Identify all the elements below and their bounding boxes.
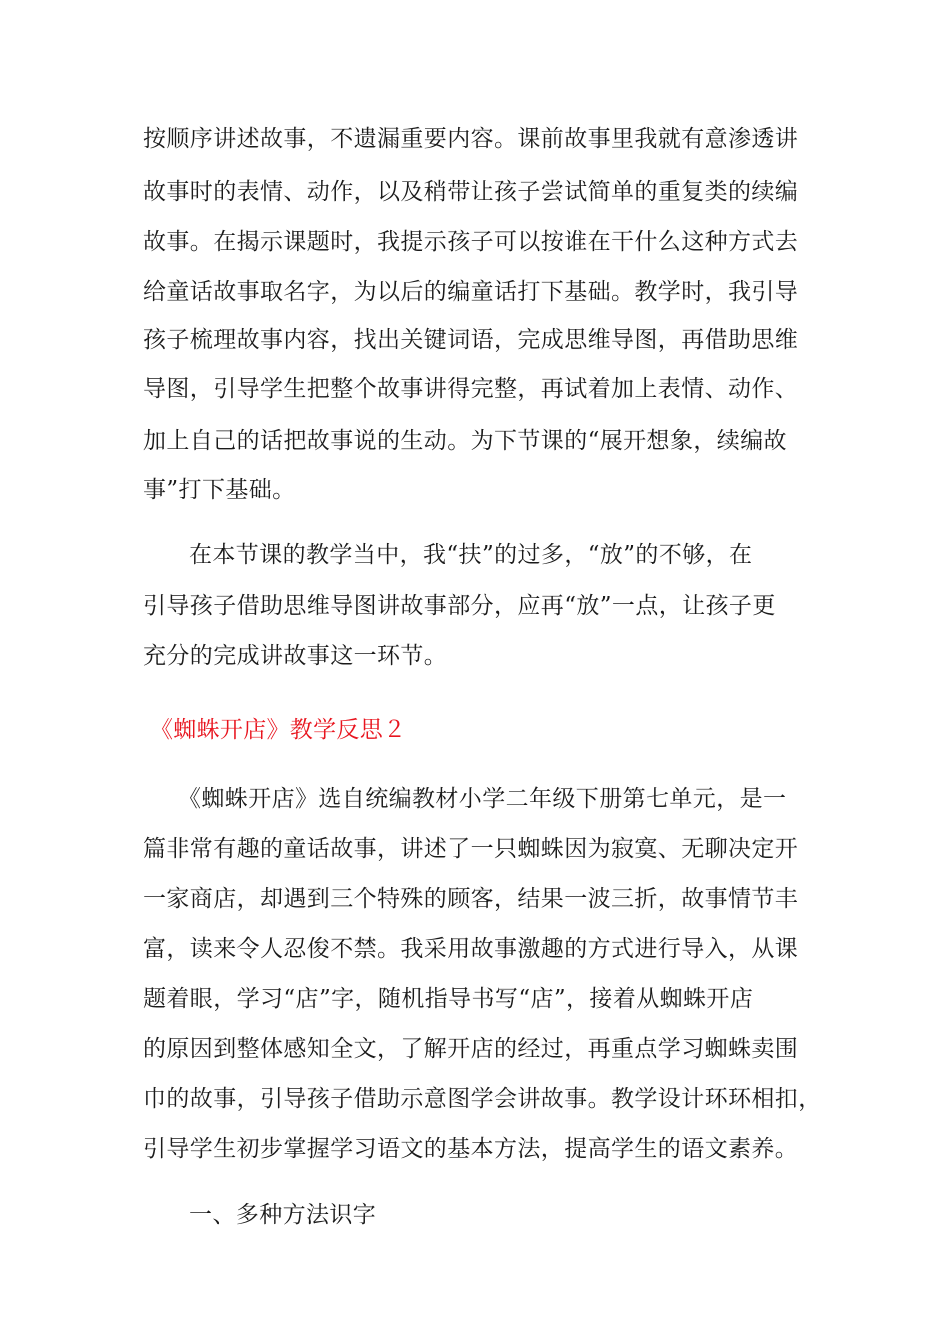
paragraph-line: 按顺序讲述故事，不遗漏重要内容。课前故事里我就有意渗透讲: [143, 126, 799, 152]
paragraph-line: 富，读来令人忍俊不禁。我采用故事激趣的方式进行导入，从课: [143, 936, 799, 962]
paragraph-line: 给童话故事取名字，为以后的编童话打下基础。教学时，我引导: [143, 279, 799, 305]
paragraph-line: 的原因到整体感知全文，了解开店的经过，再重点学习蜘蛛卖围: [143, 1036, 799, 1062]
paragraph-line: 在本节课的教学当中，我“扶”的过多，“放”的不够，在: [189, 542, 753, 568]
paragraph-line: 一家商店，却遇到三个特殊的顾客，结果一波三折，故事情节丰: [143, 886, 799, 912]
paragraph-line: 题着眼，学习“店”字，随机指导书写“店”，接着从蜘蛛开店: [143, 986, 754, 1012]
section-heading: 《蜘蛛开店》教学反思２: [150, 717, 407, 743]
paragraph-line: 导图，引导学生把整个故事讲得完整，再试着加上表情、动作、: [143, 376, 799, 402]
paragraph-line: 充分的完成讲故事这一环节。: [143, 643, 448, 669]
paragraph-line: 加上自己的话把故事说的生动。为下节课的“展开想象，续编故: [143, 428, 787, 454]
paragraph-line: 孩子梳理故事内容，找出关键词语，完成思维导图，再借助思维: [143, 327, 799, 353]
paragraph-line: 《蜘蛛开店》选自统编教材小学二年级下册第七单元，是一: [178, 786, 787, 812]
paragraph-line: 引导孩子借助思维导图讲故事部分，应再“放”一点，让孩子更: [143, 593, 776, 619]
subheading: 一、多种方法识字: [189, 1202, 377, 1228]
paragraph-line: 故事。在揭示课题时，我提示孩子可以按谁在干什么这种方式去: [143, 229, 799, 255]
paragraph-line: 事”打下基础。: [143, 477, 296, 503]
paragraph-line: 巾的故事，引导孩子借助示意图学会讲故事。教学设计环环相扣，: [143, 1086, 822, 1112]
paragraph-line: 引导学生初步掌握学习语文的基本方法，提高学生的语文素养。: [143, 1136, 799, 1162]
paragraph-line: 故事时的表情、动作，以及稍带让孩子尝试简单的重复类的续编: [143, 179, 799, 205]
paragraph-line: 篇非常有趣的童话故事，讲述了一只蜘蛛因为寂寞、无聊决定开: [143, 836, 799, 862]
